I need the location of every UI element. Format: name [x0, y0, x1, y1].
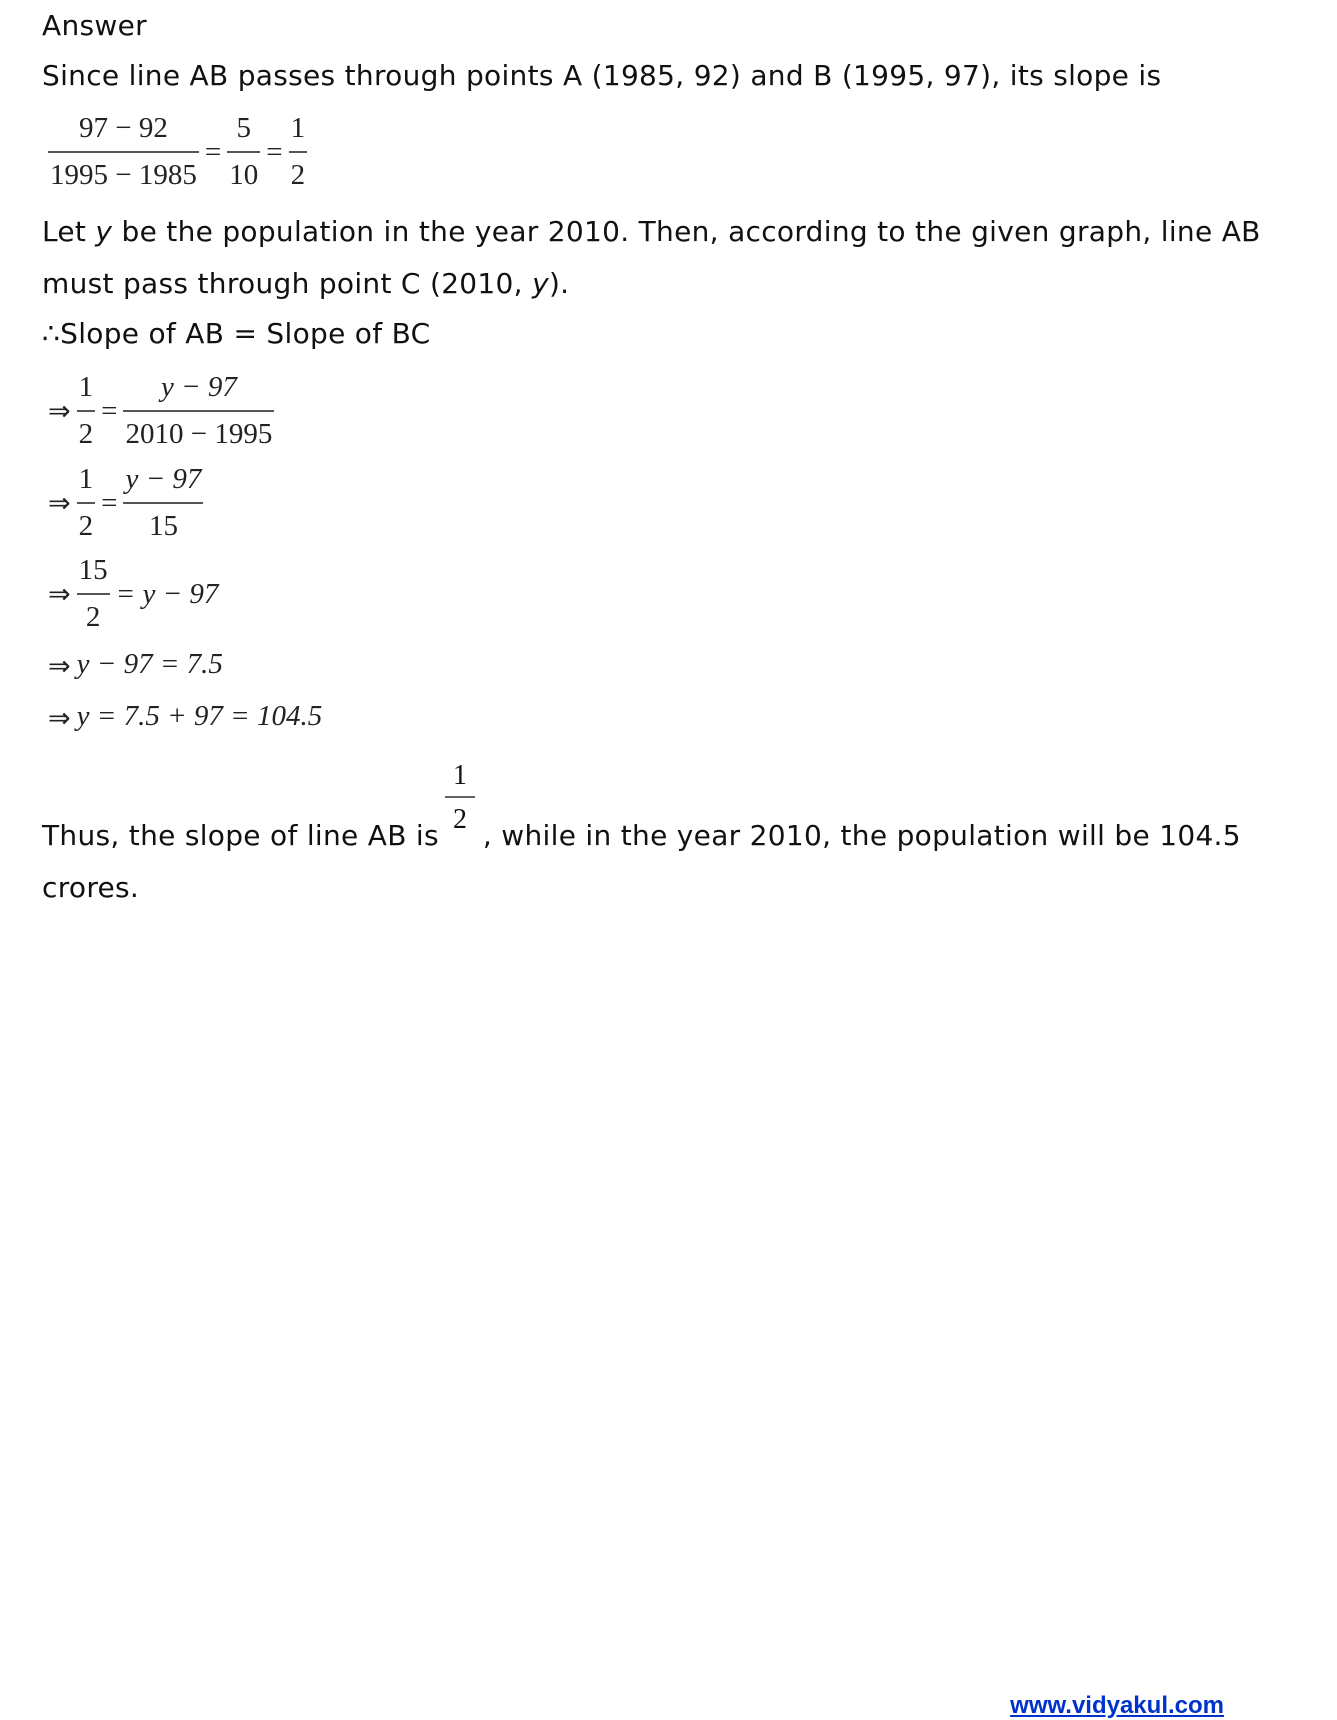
population-paragraph-line1: Let y be the population in the year 2010. Then, according to the given graph, line AB [42, 215, 1261, 248]
slope-equation: $\frac{97 - 92}{1995 - 1985}$ = $\frac{5}{10}$ = $\frac{1}{2}$ [50, 112, 306, 191]
conclusion-text: Thus, the slope of line AB is , while in the year 2010, the population will be 104.5 [42, 819, 1241, 852]
fraction: $\frac{1}{2}$ [290, 112, 306, 191]
fraction: $\frac{5}{10}$ [229, 112, 259, 191]
footer-website-link[interactable]: www.vidyakul.com [1010, 1692, 1224, 1719]
step-4-equation: ⇒ y − 97 = 7.5 [48, 648, 223, 682]
step-5-equation: ⇒ y = 7.5 + 97 = 104.5 [48, 700, 323, 734]
fraction: $\frac{97 - 92}{1995 - 1985}$ [50, 112, 197, 191]
population-paragraph-line2: must pass through point C (2010, y). [42, 267, 570, 300]
step-3-equation: ⇒ $\frac{15}{2}$ = y − 97 [48, 554, 219, 633]
step-1-equation: ⇒ $\frac{1}{2}$ = $\frac{y - 97}{2010 - 1995}$ [48, 371, 273, 450]
step-2-equation: ⇒ $\frac{1}{2}$ = $\frac{y - 97}{15}$ [48, 463, 202, 542]
conclusion-text-line2: crores. [42, 871, 140, 904]
conclusion-fraction: $\frac{1}{2}$ [445, 760, 475, 836]
answer-heading: Answer [42, 9, 147, 42]
slope-intro-text: Since line AB passes through points A (1985, 92) and B (1995, 97), its slope is [42, 59, 1162, 92]
slope-equality-text: ∴Slope of AB = Slope of BC [42, 317, 431, 350]
